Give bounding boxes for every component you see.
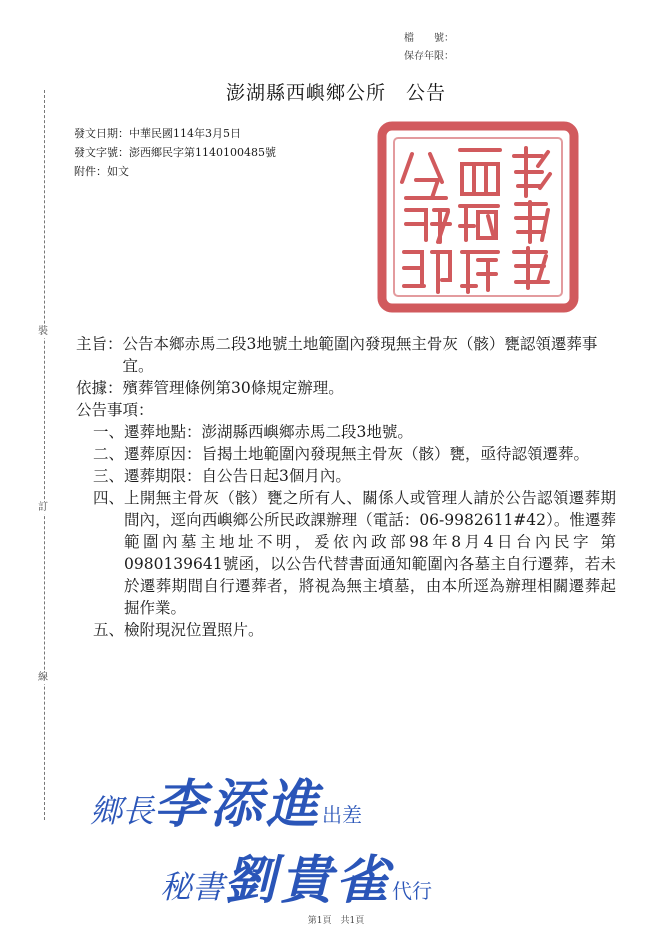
document-number: 發文字號：澎西鄉民字第1140100485號 — [74, 146, 276, 159]
secretary-title: 秘書 — [160, 868, 225, 906]
item-text: 遷葬期限：自公告日起3個月內。 — [124, 467, 351, 485]
binding-char-2: 訂 — [38, 502, 48, 513]
item-text: 上開無主骨灰（骸）甕之所有人、關係人或管理人請於公告認領遷葬期間內，逕向西嶼鄉公所民政課辦理（電話：06-9982611#42）。惟遷葬範圍內墓主地址不明，爰依內政部98年8月4日台內民字 第0980139641號函，以公告代替書面通知範圍內各墓主自行遷葬，若未於遷葬期間自行遷葬者，將視為無主墳墓，由本所逕為辦理相關遷葬起掘作業。 — [124, 489, 617, 617]
item-number: 四、 — [92, 489, 124, 507]
binding-line — [44, 90, 45, 820]
page-number: 第1頁 共1頁 — [307, 916, 365, 926]
binding-char-3: 線 — [38, 672, 48, 683]
item-number: 一、 — [92, 423, 124, 441]
mayor-name: 李添進 — [154, 774, 323, 835]
item-text: 遷葬原因：旨揭土地範圍內發現無主骨灰（骸）甕，亟待認領遷葬。 — [124, 445, 590, 463]
document-meta — [74, 124, 276, 181]
item-number: 二、 — [92, 445, 124, 463]
item-text: 檢附現況位置照片。 — [124, 621, 264, 639]
item-text: 遷葬地點：澎湖縣西嶼鄉赤馬二段3地號。 — [124, 423, 413, 441]
basis-text: 殯葬管理條例第30條規定辦理。 — [122, 379, 344, 397]
top-meta — [392, 30, 454, 66]
announcement-body — [76, 333, 616, 641]
subject-label: 主旨： — [76, 335, 123, 353]
official-seal — [376, 120, 580, 314]
secretary-name: 劉貴雀 — [224, 850, 393, 911]
attachment: 附件：如文 — [74, 165, 129, 178]
mayor-note: 出差 — [322, 803, 363, 827]
binding-char-1: 裝 — [38, 326, 48, 337]
basis-label: 依據： — [76, 379, 123, 397]
document-title: 澎湖縣西嶼鄉公所 公告 — [225, 82, 446, 104]
secretary-signature — [160, 838, 432, 913]
items-heading: 公告事項： — [76, 401, 154, 419]
mayor-title: 鄉長 — [90, 792, 155, 830]
basis-line — [76, 377, 616, 399]
retention-label: 保存年限： — [404, 51, 454, 62]
subject-line — [76, 333, 616, 377]
items-heading-line — [76, 399, 616, 421]
announcement-items — [76, 421, 616, 641]
issue-date: 發文日期：中華民國114年3月5日 — [74, 127, 241, 140]
secretary-note: 代行 — [392, 879, 433, 903]
file-no-label: 檔 號： — [404, 33, 454, 44]
list-item — [88, 619, 616, 641]
list-item — [88, 487, 616, 619]
item-number: 三、 — [92, 467, 124, 485]
list-item — [88, 465, 616, 487]
list-item — [88, 421, 616, 443]
item-number: 五、 — [92, 621, 124, 639]
mayor-signature — [90, 762, 362, 837]
subject-text: 公告本鄉赤馬二段3地號土地範圍內發現無主骨灰（骸）甕認領遷葬事宜。 — [122, 335, 598, 375]
list-item — [88, 443, 616, 465]
